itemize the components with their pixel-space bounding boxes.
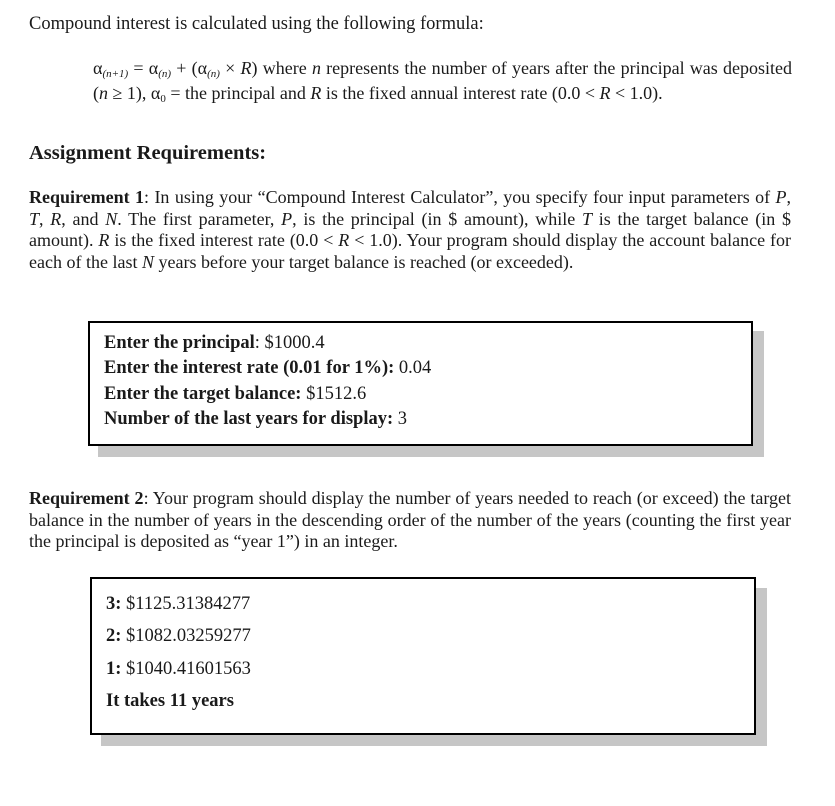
requirement-2-paragraph bbox=[29, 488, 791, 553]
rate-variable: R bbox=[240, 58, 252, 78]
formula-text: < 1.0). bbox=[610, 82, 663, 103]
year-label: 1: bbox=[106, 659, 122, 679]
var-r: R bbox=[50, 208, 62, 229]
subscript-n: (n) bbox=[158, 68, 172, 80]
last-years-value: 3 bbox=[397, 409, 408, 429]
n-variable: n bbox=[311, 58, 321, 78]
principal-line bbox=[104, 333, 325, 354]
req1-text: . The first parameter, bbox=[117, 208, 282, 229]
result-line: It takes 11 years bbox=[106, 691, 234, 711]
req1-text: is the fixed interest rate (0.0 < bbox=[109, 230, 339, 250]
req2-text: : Your program should display the number of years needed to reach (or exceed) the target balance in the number of years in the descending order of the number of the years (counting the first year the principal is deposited as “year 1”) in an integer. bbox=[29, 488, 791, 551]
var-r: R bbox=[338, 230, 350, 250]
interest-rate-label: Enter the interest rate (0.01 for 1%): bbox=[104, 358, 395, 378]
principal-value: $1000.4 bbox=[264, 333, 325, 353]
req1-text: , is the principal (in $ amount), while bbox=[292, 208, 582, 229]
rate-variable: R bbox=[310, 82, 322, 103]
requirement-1-label: Requirement 1 bbox=[29, 187, 145, 207]
formula-where: ) where bbox=[251, 58, 312, 78]
formula-text: = the principal and bbox=[165, 82, 311, 103]
alpha-symbol: α bbox=[93, 58, 103, 78]
var-t: T bbox=[581, 208, 592, 229]
formula-times: × bbox=[219, 58, 241, 78]
var-p: P bbox=[775, 187, 787, 207]
last-years-line bbox=[104, 409, 407, 430]
var-r: R bbox=[98, 230, 110, 250]
rate-variable: R bbox=[599, 82, 611, 103]
req1-text: years before your target balance is reached (or exceeded). bbox=[153, 251, 574, 272]
section-heading: Assignment Requirements: bbox=[29, 142, 267, 164]
subscript-n-plus-1: (n+1) bbox=[102, 68, 129, 80]
formula-equals: = bbox=[128, 58, 149, 78]
formula-plus: + ( bbox=[171, 58, 198, 78]
interest-rate-line bbox=[104, 358, 431, 379]
balance-value: $1040.41601563 bbox=[121, 659, 251, 679]
sample-input-box bbox=[88, 321, 753, 446]
req1-text: is the target balance (in $ amount). bbox=[29, 208, 791, 250]
target-balance-value: $1512.6 bbox=[306, 384, 367, 404]
compound-interest-formula bbox=[93, 58, 792, 107]
alpha-symbol: α bbox=[148, 58, 159, 78]
balance-value: $1125.31384277 bbox=[121, 594, 251, 614]
principal-label: Enter the principal bbox=[104, 333, 255, 353]
requirement-2-label: Requirement 2 bbox=[29, 488, 144, 508]
alpha-symbol: α bbox=[150, 82, 161, 103]
alpha-symbol: α bbox=[197, 58, 208, 78]
formula-text: represents the number of years after the principal was deposited ( bbox=[93, 58, 793, 103]
intro-text: Compound interest is calculated using the following formula: bbox=[29, 14, 484, 34]
target-balance-line bbox=[104, 384, 366, 405]
target-balance-label: Enter the target balance: bbox=[104, 384, 302, 404]
req1-text: , and bbox=[61, 208, 106, 229]
formula-text: ≥ 1), bbox=[108, 82, 151, 103]
interest-rate-value: 0.04 bbox=[398, 358, 432, 378]
subscript-0: 0 bbox=[160, 92, 166, 105]
req1-text: < 1.0). Your program should display the account balance for each of the last bbox=[29, 230, 791, 272]
balance-value: $1082.03259277 bbox=[121, 626, 251, 646]
var-t: T bbox=[29, 208, 40, 229]
formula-text: is the fixed annual interest rate (0.0 < bbox=[321, 82, 600, 103]
output-line bbox=[106, 594, 250, 615]
req1-text: , bbox=[786, 187, 791, 207]
year-label: 3: bbox=[106, 594, 122, 614]
req1-text: , bbox=[39, 208, 51, 229]
output-line bbox=[106, 626, 251, 647]
output-line bbox=[106, 659, 251, 680]
req1-text: : In using your “Compound Interest Calculator”, you specify four input parameters of bbox=[144, 187, 776, 207]
var-p: P bbox=[281, 208, 293, 229]
year-label: 2: bbox=[106, 626, 122, 646]
n-variable: n bbox=[99, 82, 108, 103]
separator: : bbox=[254, 333, 265, 353]
var-n: N bbox=[105, 208, 118, 229]
subscript-n: (n) bbox=[207, 68, 220, 80]
var-n: N bbox=[141, 251, 154, 272]
sample-output-box bbox=[90, 577, 756, 735]
last-years-label: Number of the last years for display: bbox=[104, 409, 394, 429]
requirement-1-paragraph bbox=[29, 187, 791, 273]
